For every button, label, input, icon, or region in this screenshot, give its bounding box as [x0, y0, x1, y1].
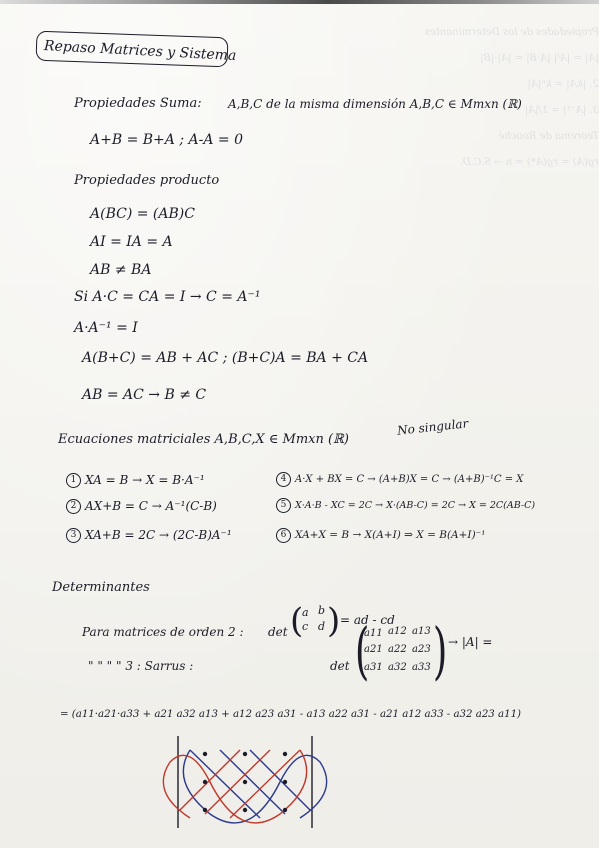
matrix-entry: c [302, 620, 309, 633]
equation-text: A·X + BX = C → (A+B)X = C → (A+B)⁻¹C = X [295, 474, 524, 485]
equations-heading: Ecuaciones matriciales A,B,C,X ∈ Mmxn (ℝ) [58, 432, 349, 447]
equation-item [276, 527, 485, 543]
bleed-line: Propiedades de los Determinantes [424, 27, 599, 38]
matrix-entry: a22 [388, 644, 407, 655]
page-top-edge [0, 0, 599, 4]
product-rule: A(BC) = (AB)C [90, 206, 195, 222]
order3-open-paren: ( [354, 614, 370, 687]
order2-label: Para matrices de orden 2 : [82, 625, 244, 639]
product-rule: AB ≠ BA [90, 262, 152, 278]
equation-item [66, 498, 217, 514]
equation-number: 1 [66, 473, 81, 488]
equation-item [66, 472, 205, 488]
order3-label: " " " " 3 : Sarrus : [88, 659, 194, 673]
bleed-line: 2. |kA| = kⁿ|A| [527, 79, 599, 90]
equation-text: XA = B → X = B·A⁻¹ [85, 473, 205, 487]
product-rule: AB = AC → B ≠ C [82, 387, 207, 403]
matrix-entry: a [302, 606, 309, 619]
matrix-entry: a31 [364, 662, 383, 673]
matrix-entry: a12 [388, 626, 407, 637]
order3-result: → |A| = [448, 635, 493, 649]
equation-item [276, 498, 535, 514]
equation-item [66, 527, 232, 543]
product-rule: A(B+C) = AB + AC ; (B+C)A = BA + CA [82, 350, 369, 366]
order2-close-paren: ) [327, 601, 341, 641]
order2-open-paren: ( [290, 601, 304, 641]
product-heading: Propiedades producto [74, 173, 220, 188]
bleed-line: Teorema de Rouché [498, 131, 599, 142]
equation-number: 2 [66, 499, 81, 514]
order3-det: det [330, 659, 350, 673]
sum-rule: A+B = B+A ; A-A = 0 [90, 132, 243, 148]
sarrus-expansion: = (a11·a21·a33 + a21 a32 a13 + a12 a23 a31 - a13 a22 a31 - a21 a12 a33 - a32 a23 a11) [60, 709, 522, 720]
matrix-entry: d [318, 620, 326, 633]
bleed-line: 3. |A⁻¹| = 1/|A| [524, 105, 599, 116]
order3-close-paren: ) [432, 614, 448, 687]
matrix-entry: a32 [388, 662, 407, 673]
equation-item [276, 472, 523, 488]
matrix-entry: a33 [412, 662, 431, 673]
bleed-line: |A| = |Aᵗ| |A·B| = |A|·|B| [480, 53, 599, 64]
equation-number: 4 [276, 472, 291, 487]
matrix-entry: a23 [412, 644, 431, 655]
sum-condition: A,B,C de la misma dimensión A,B,C ∈ Mmxn (ℝ) [228, 97, 522, 111]
equation-number: 3 [66, 528, 81, 543]
bleed-line: rg(A) = rg(A*) = n → S.C.D. [459, 157, 599, 168]
sarrus-diagram [150, 722, 340, 842]
equation-text: XA+X = B → X(A+I) ⇒ X = B(A+I)⁻¹ [295, 529, 486, 541]
matrix-entry: a13 [412, 626, 431, 637]
equations-note: No singular [396, 416, 469, 438]
equation-text: AX+B = C → A⁻¹(C-B) [85, 499, 217, 513]
product-rule: AI = IA = A [90, 234, 173, 250]
matrix-entry: b [318, 604, 326, 617]
determinants-heading: Determinantes [52, 580, 150, 595]
order2-det: det [268, 625, 288, 639]
sum-heading: Propiedades Suma: [74, 96, 202, 111]
page-title: Repaso Matrices y Sistema [43, 38, 237, 65]
equation-number: 6 [276, 528, 291, 543]
equation-number: 5 [276, 498, 291, 513]
equation-text: X·A·B - XC = 2C → X·(AB-C) = 2C → X = 2C(AB-C) [295, 500, 536, 511]
product-rule: A·A⁻¹ = I [74, 320, 138, 336]
matrix-entry: a11 [364, 628, 383, 639]
equation-text: XA+B = 2C → (2C-B)A⁻¹ [85, 528, 232, 542]
product-rule: Si A·C = CA = I → C = A⁻¹ [74, 289, 261, 305]
matrix-entry: a21 [364, 644, 383, 655]
order2-result: = ad - cd [340, 613, 395, 627]
